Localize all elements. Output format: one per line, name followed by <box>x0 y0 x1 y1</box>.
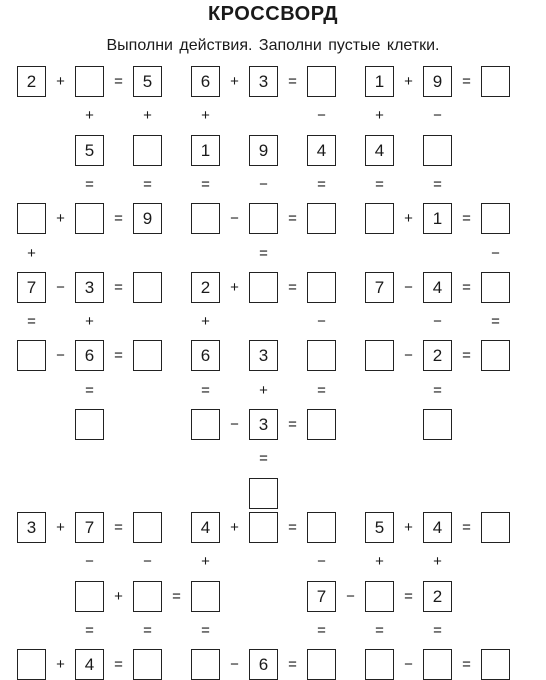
operator-sign: + <box>375 107 384 125</box>
operator-sign: = <box>375 175 384 193</box>
empty-answer-cell[interactable] <box>133 581 162 612</box>
operator-sign: + <box>230 73 239 90</box>
operator-sign: + <box>56 73 65 90</box>
number-cell: 3 <box>75 272 104 303</box>
empty-answer-cell[interactable] <box>249 203 278 234</box>
empty-answer-cell[interactable] <box>17 649 46 680</box>
operator-sign: = <box>85 621 94 639</box>
operator-sign: − <box>404 656 413 674</box>
operator-sign: − <box>143 553 152 571</box>
operator-sign: = <box>491 313 500 331</box>
empty-answer-cell[interactable] <box>307 66 336 97</box>
operator-sign: = <box>433 175 442 193</box>
number-cell: 2 <box>191 272 220 303</box>
operator-sign: = <box>462 73 471 90</box>
number-cell: 3 <box>249 340 278 371</box>
operator-sign: + <box>230 278 239 296</box>
number-cell: 4 <box>423 272 452 303</box>
empty-answer-cell[interactable] <box>133 340 162 371</box>
number-cell: 3 <box>17 512 46 543</box>
number-cell: 7 <box>75 512 104 543</box>
operator-sign: + <box>201 553 210 571</box>
operator-sign: = <box>288 73 297 90</box>
empty-answer-cell[interactable] <box>365 649 394 680</box>
empty-answer-cell[interactable] <box>133 512 162 543</box>
operator-sign: = <box>143 621 152 639</box>
operator-sign: + <box>143 107 152 125</box>
operator-sign: + <box>375 553 384 571</box>
number-cell: 9 <box>249 135 278 166</box>
empty-answer-cell[interactable] <box>191 581 220 612</box>
operator-sign: = <box>317 175 326 193</box>
operator-sign: + <box>114 587 123 605</box>
empty-answer-cell[interactable] <box>365 581 394 612</box>
operator-sign: = <box>462 347 471 365</box>
number-cell: 4 <box>191 512 220 543</box>
empty-answer-cell[interactable] <box>191 203 220 234</box>
operator-sign: = <box>288 518 297 536</box>
operator-sign: − <box>346 587 355 605</box>
empty-answer-cell[interactable] <box>75 66 104 97</box>
operator-sign: = <box>114 210 123 228</box>
operator-sign: − <box>259 175 268 193</box>
operator-sign: = <box>85 175 94 193</box>
empty-answer-cell[interactable] <box>75 203 104 234</box>
operator-sign: + <box>85 313 94 331</box>
operator-sign: = <box>375 621 384 639</box>
number-cell: 6 <box>191 66 220 97</box>
operator-sign: − <box>317 553 326 571</box>
operator-sign: = <box>143 175 152 193</box>
operator-sign: = <box>201 175 210 193</box>
operator-sign: − <box>433 313 442 331</box>
operator-sign: + <box>404 518 413 536</box>
number-cell: 5 <box>133 66 162 97</box>
operator-sign: − <box>56 278 65 296</box>
number-cell: 2 <box>423 340 452 371</box>
operator-sign: = <box>201 381 210 399</box>
operator-sign: − <box>317 313 326 331</box>
operator-sign: + <box>201 313 210 331</box>
operator-sign: = <box>462 210 471 228</box>
empty-answer-cell[interactable] <box>307 409 336 440</box>
empty-answer-cell[interactable] <box>133 135 162 166</box>
operator-sign: + <box>230 518 239 536</box>
number-cell: 4 <box>365 135 394 166</box>
operator-sign: = <box>433 381 442 399</box>
empty-answer-cell[interactable] <box>75 581 104 612</box>
operator-sign: + <box>27 244 36 262</box>
number-cell: 3 <box>249 409 278 440</box>
empty-answer-cell[interactable] <box>133 272 162 303</box>
empty-answer-cell[interactable] <box>307 203 336 234</box>
operator-sign: = <box>114 347 123 365</box>
empty-answer-cell[interactable] <box>365 340 394 371</box>
operator-sign: = <box>462 518 471 536</box>
empty-answer-cell[interactable] <box>481 203 510 234</box>
operator-sign: = <box>27 313 36 331</box>
empty-answer-cell[interactable] <box>17 340 46 371</box>
operator-sign: − <box>230 656 239 674</box>
number-cell: 1 <box>191 135 220 166</box>
number-cell: 5 <box>365 512 394 543</box>
empty-answer-cell[interactable] <box>481 66 510 97</box>
page-title: КРОССВОРД <box>207 3 339 25</box>
operator-sign: − <box>317 107 326 125</box>
number-cell: 6 <box>249 649 278 680</box>
operator-sign: − <box>230 210 239 228</box>
operator-sign: = <box>433 621 442 639</box>
empty-answer-cell[interactable] <box>481 512 510 543</box>
operator-sign: = <box>317 621 326 639</box>
number-cell: 6 <box>191 340 220 371</box>
operator-sign: = <box>114 278 123 296</box>
number-cell: 9 <box>423 66 452 97</box>
empty-answer-cell[interactable] <box>481 272 510 303</box>
operator-sign: = <box>259 450 268 468</box>
operator-sign: = <box>404 587 413 605</box>
empty-answer-cell[interactable] <box>249 272 278 303</box>
empty-answer-cell[interactable] <box>191 649 220 680</box>
number-cell: 7 <box>307 581 336 612</box>
operator-sign: = <box>85 381 94 399</box>
number-cell: 2 <box>423 581 452 612</box>
operator-sign: + <box>259 381 268 399</box>
operator-sign: = <box>317 381 326 399</box>
number-cell: 3 <box>249 66 278 97</box>
empty-answer-cell[interactable] <box>307 649 336 680</box>
operator-sign: + <box>56 518 65 536</box>
empty-answer-cell[interactable] <box>133 649 162 680</box>
operator-sign: + <box>85 107 94 125</box>
operator-sign: − <box>404 278 413 296</box>
operator-sign: = <box>114 518 123 536</box>
number-cell: 4 <box>75 649 104 680</box>
number-cell: 7 <box>365 272 394 303</box>
empty-answer-cell[interactable] <box>423 135 452 166</box>
operator-sign: = <box>201 621 210 639</box>
operator-sign: + <box>433 553 442 571</box>
operator-sign: − <box>491 244 500 262</box>
operator-sign: + <box>56 656 65 674</box>
operator-sign: − <box>56 347 65 365</box>
operator-sign: + <box>404 73 413 90</box>
operator-sign: = <box>172 587 181 605</box>
empty-answer-cell[interactable] <box>17 203 46 234</box>
number-cell: 6 <box>75 340 104 371</box>
number-cell: 7 <box>17 272 46 303</box>
operator-sign: − <box>404 347 413 365</box>
number-cell: 1 <box>365 66 394 97</box>
empty-answer-cell[interactable] <box>481 649 510 680</box>
operator-sign: − <box>85 553 94 571</box>
operator-sign: = <box>114 73 123 90</box>
number-cell: 5 <box>75 135 104 166</box>
empty-answer-cell[interactable] <box>75 409 104 440</box>
empty-answer-cell[interactable] <box>307 512 336 543</box>
operator-sign: + <box>56 210 65 228</box>
operator-sign: = <box>288 656 297 674</box>
operator-sign: = <box>114 656 123 674</box>
empty-answer-cell[interactable] <box>249 478 278 509</box>
operator-sign: = <box>259 244 268 262</box>
empty-answer-cell[interactable] <box>191 409 220 440</box>
empty-answer-cell[interactable] <box>423 649 452 680</box>
number-cell: 4 <box>423 512 452 543</box>
operator-sign: + <box>201 107 210 125</box>
empty-answer-cell[interactable] <box>423 409 452 440</box>
number-cell: 4 <box>307 135 336 166</box>
operator-sign: − <box>230 416 239 433</box>
empty-answer-cell[interactable] <box>307 272 336 303</box>
number-cell: 1 <box>423 203 452 234</box>
empty-answer-cell[interactable] <box>249 512 278 543</box>
operator-sign: = <box>288 210 297 228</box>
empty-answer-cell[interactable] <box>481 340 510 371</box>
operator-sign: + <box>404 210 413 228</box>
instruction-text: Выполни действия. Заполни пустые клетки. <box>106 37 440 54</box>
empty-answer-cell[interactable] <box>307 340 336 371</box>
number-cell: 9 <box>133 203 162 234</box>
operator-sign: = <box>288 416 297 433</box>
empty-answer-cell[interactable] <box>365 203 394 234</box>
operator-sign: = <box>462 656 471 674</box>
operator-sign: = <box>288 278 297 296</box>
number-cell: 2 <box>17 66 46 97</box>
operator-sign: − <box>433 107 442 125</box>
operator-sign: = <box>462 278 471 296</box>
